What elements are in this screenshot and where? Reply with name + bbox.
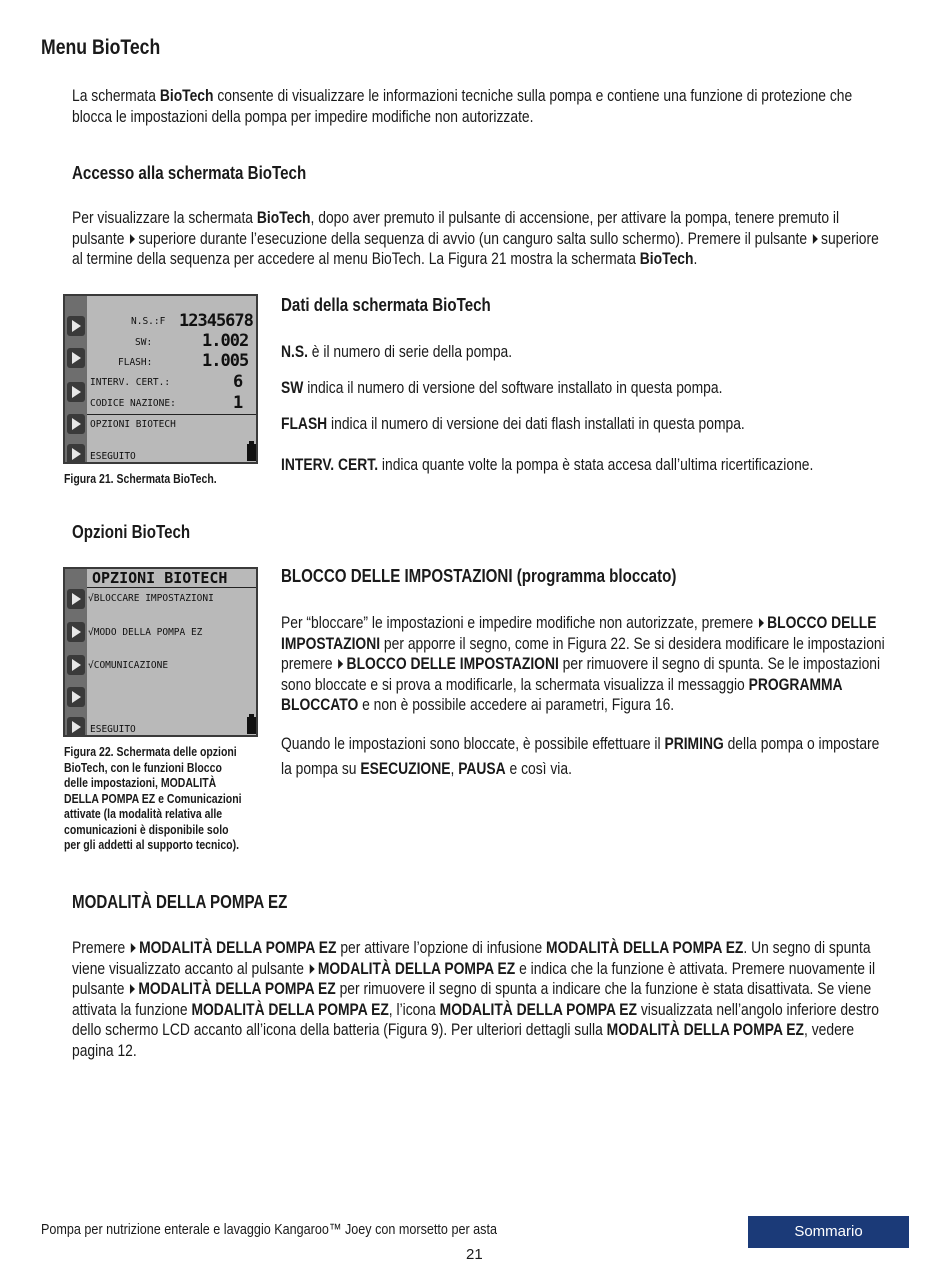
data-ns-line: N.S. è il numero di serie della pompa. xyxy=(281,343,513,361)
lcd-done-item: ESEGUITO xyxy=(90,724,136,735)
biotech-options-screen-image xyxy=(63,567,258,737)
lcd-button-arrow-icon xyxy=(67,589,85,609)
options-heading: Opzioni BioTech xyxy=(72,522,191,542)
lcd-button-arrow-icon xyxy=(67,444,85,464)
footer-text: Pompa per nutrizione enterale e lavaggio Kangaroo™ Joey con morsetto per asta xyxy=(41,1221,497,1238)
right-arrow-icon xyxy=(813,234,818,244)
right-arrow-icon xyxy=(759,618,764,628)
lcd-lock-settings-item: √BLOCCARE IMPOSTAZIONI xyxy=(88,593,214,604)
data-flash-line: FLASH indica il numero di versione dei dati flash installati in questa pompa. xyxy=(281,415,745,433)
lcd-interv-value: 6 xyxy=(233,372,243,392)
lcd-interv-label: INTERV. CERT.: xyxy=(90,377,171,388)
lcd-flash-label: FLASH: xyxy=(118,357,153,368)
lcd-button-arrow-icon xyxy=(67,622,85,642)
lcd-sw-label: SW: xyxy=(135,337,153,348)
figure-22-caption: Figura 22. Schermata delle opzioni BioTech, con le funzioni Blocco delle impostazioni, MODALITÀ DELLA POMPA EZ e Comunicazioni attivate (la modalità relativa alle comunicazioni è disponibile solo per gli addetti al supporto tecnico). xyxy=(64,745,242,852)
access-heading: Accesso alla schermata BioTech xyxy=(72,163,307,183)
lcd-button-arrow-icon xyxy=(67,348,85,368)
lock-paragraph: Per “bloccare” le impostazioni e impedire modifiche non autorizzate, premere BLOCCO DELLE IMPOSTAZIONI per apporre il segno, come in Figura 22. Se si desidera modificare le impostazioni premere BLOCCO DELLE IMPOSTAZIONI per rimuovere il segno di spunta. Se le impostazioni sono bloccate e si prova a modificarle, la schermata visualizza il messaggio PROGRAMMA BLOCCATO e non è possibile accedere ai parametri, Figura 16. xyxy=(281,614,885,714)
lock-heading: BLOCCO DELLE IMPOSTAZIONI (programma bloccato) xyxy=(281,566,677,586)
lcd-ns-label: N.S.:F xyxy=(131,316,166,327)
lcd-communication-item: √COMUNICAZIONE xyxy=(88,660,169,671)
lcd-done-item: ESEGUITO xyxy=(90,451,136,462)
page-title: Menu BioTech xyxy=(41,36,161,59)
lock-paragraph-2: Quando le impostazioni sono bloccate, è possibile effettuare il PRIMING della pompa o impostare la pompa su ESECUZIONE, PAUSA e così via. xyxy=(281,735,880,778)
right-arrow-icon xyxy=(131,943,136,953)
sommario-button[interactable]: Sommario xyxy=(748,1216,909,1248)
right-arrow-icon xyxy=(130,984,135,994)
battery-icon xyxy=(247,717,256,734)
data-interv-line: INTERV. CERT. indica quante volte la pompa è stata accesa dall’ultima ricertificazione. xyxy=(281,456,814,474)
right-arrow-icon xyxy=(309,964,314,974)
right-arrow-icon xyxy=(130,234,135,244)
intro-paragraph: La schermata BioTech consente di visualizzare le informazioni tecniche sulla pompa e contiene una funzione di protezione che blocca le impostazioni della pompa per impedire modifiche non autorizzate. xyxy=(72,87,853,126)
right-arrow-icon xyxy=(338,659,343,669)
lcd-ns-value: 12345678 xyxy=(179,311,253,331)
data-heading: Dati della schermata BioTech xyxy=(281,295,491,315)
lcd-codice-label: CODICE NAZIONE: xyxy=(90,398,176,409)
biotech-screen-image xyxy=(63,294,258,464)
figure-21-caption: Figura 21. Schermata BioTech. xyxy=(64,472,217,486)
lcd-button-arrow-icon xyxy=(67,316,85,336)
lcd-flash-value: 1.005 xyxy=(202,351,249,371)
battery-icon xyxy=(247,444,256,461)
lcd-button-arrow-icon xyxy=(67,717,85,737)
data-sw-line: SW indica il numero di versione del software installato in questa pompa. xyxy=(281,379,723,397)
lcd-sw-value: 1.002 xyxy=(202,331,249,351)
lcd-button-arrow-icon xyxy=(67,414,85,434)
ez-heading: MODALITÀ DELLA POMPA EZ xyxy=(72,892,288,912)
lcd-ez-mode-item: √MODO DELLA POMPA EZ xyxy=(88,627,203,638)
lcd-button-arrow-icon xyxy=(67,655,85,675)
access-paragraph: Per visualizzare la schermata BioTech, dopo aver premuto il pulsante di accensione, per attivare la pompa, tenere premuto il pulsante superiore durante l’esecuzione della sequenza di avvio (un canguro salta sullo schermo). Premere il pulsante superiore al termine della sequenza per accedere al menu BioTech. La Figura 21 mostra la schermata BioTech. xyxy=(72,209,879,268)
lcd-button-arrow-icon xyxy=(67,382,85,402)
lcd-button-arrow-icon xyxy=(67,687,85,707)
lcd-codice-value: 1 xyxy=(233,393,243,413)
lcd-options-item: OPZIONI BIOTECH xyxy=(90,419,176,430)
lcd-options-title: OPZIONI BIOTECH xyxy=(92,569,228,587)
page-number: 21 xyxy=(466,1246,483,1263)
ez-paragraph: Premere MODALITÀ DELLA POMPA EZ per attivare l’opzione di infusione MODALITÀ DELLA POMPA EZ. Un segno di spunta viene visualizzato accanto al pulsante MODALITÀ DELLA POMPA EZ e indica che la funzione è attivata. Premere nuovamente il pulsante MODALITÀ DELLA POMPA EZ per rimuovere il segno di spunta a indicare che la funzione è stata disattivata. Se viene attivata la funzione MODALITÀ DELLA POMPA EZ, l’icona MODALITÀ DELLA POMPA EZ visualizzata nell’angolo inferiore destro dello schermo LCD accanto all’icona della batteria (Figura 9). Per ulteriori dettagli sulla MODALITÀ DELLA POMPA EZ, vedere pagina 12. xyxy=(72,939,879,1060)
